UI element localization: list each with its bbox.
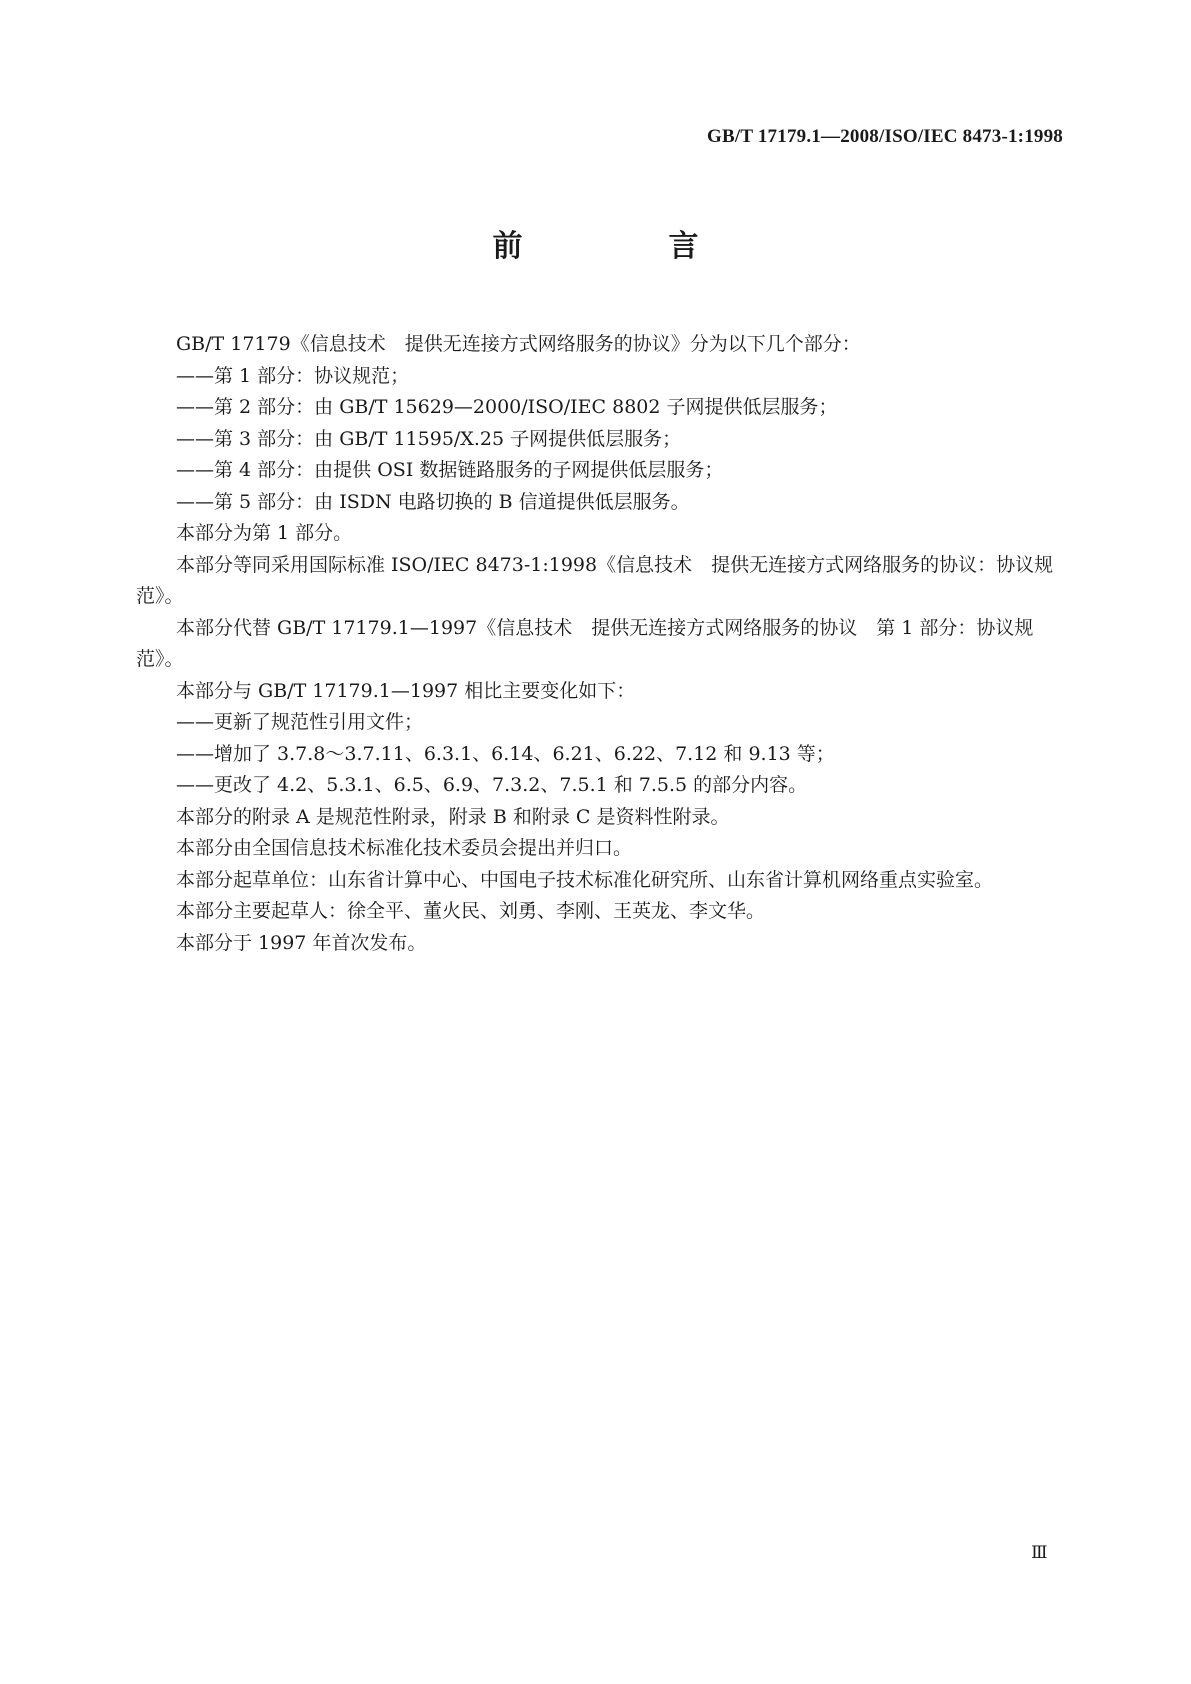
list-item-part-1: ——第 1 部分：协议规范； bbox=[176, 364, 410, 387]
list-item-part-3: ——第 3 部分：由 GB/T 11595/X.25 子网提供低层服务； bbox=[176, 427, 682, 450]
page-number: Ⅲ bbox=[1031, 1543, 1048, 1562]
paragraph-replaces: 本部分代替 GB/T 17179.1—1997《信息技术 提供无连接方式网络服务的协议 第 1 部分：协议规范》。 bbox=[136, 616, 1034, 670]
paragraph-drafting-units: 本部分起草单位：山东省计算中心、中国电子技术标准化研究所、山东省计算机网络重点实验室。 bbox=[176, 868, 994, 891]
foreword-body bbox=[136, 329, 1061, 959]
paragraph-intro: GB/T 17179《信息技术 提供无连接方式网络服务的协议》分为以下几个部分： bbox=[176, 333, 861, 355]
list-item-part-4: ——第 4 部分：由提供 OSI 数据链路服务的子网提供低层服务； bbox=[176, 459, 724, 481]
list-item-change-1: ——更新了规范性引用文件； bbox=[176, 711, 424, 733]
page-title: 前 言 bbox=[492, 229, 757, 264]
list-item-part-5: ——第 5 部分：由 ISDN 电路切换的 B 信道提供低层服务。 bbox=[176, 490, 690, 513]
list-item-change-3: ——更改了 4.2、5.3.1、6.5、6.9、7.3.2、7.5.1 和 7.5.5 的部分内容。 bbox=[176, 774, 808, 796]
paragraph-this-part: 本部分为第 1 部分。 bbox=[176, 522, 353, 544]
list-item-part-2: ——第 2 部分：由 GB/T 15629—2000/ISO/IEC 8802 子网提供低层服务； bbox=[176, 396, 838, 418]
paragraph-annexes: 本部分的附录 A 是规范性附录，附录 B 和附录 C 是资料性附录。 bbox=[176, 805, 730, 828]
list-item-change-2: ——增加了 3.7.8～3.7.11、6.3.1、6.14、6.21、6.22、7.12 和 9.13 等； bbox=[176, 742, 835, 765]
paragraph-drafters: 本部分主要起草人：徐全平、董火民、刘勇、李刚、王英龙、李文华。 bbox=[176, 900, 766, 922]
standard-code-header: GB/T 17179.1—2008/ISO/IEC 8473-1:1998 bbox=[707, 126, 1063, 147]
paragraph-first-published: 本部分于 1997 年首次发布。 bbox=[176, 931, 427, 954]
paragraph-proposed-by: 本部分由全国信息技术标准化技术委员会提出并归口。 bbox=[176, 837, 633, 859]
paragraph-adoption: 本部分等同采用国际标准 ISO/IEC 8473-1:1998《信息技术 提供无连接方式网络服务的协议：协议规范》。 bbox=[136, 553, 1054, 607]
paragraph-changes-intro: 本部分与 GB/T 17179.1—1997 相比主要变化如下： bbox=[176, 679, 636, 702]
